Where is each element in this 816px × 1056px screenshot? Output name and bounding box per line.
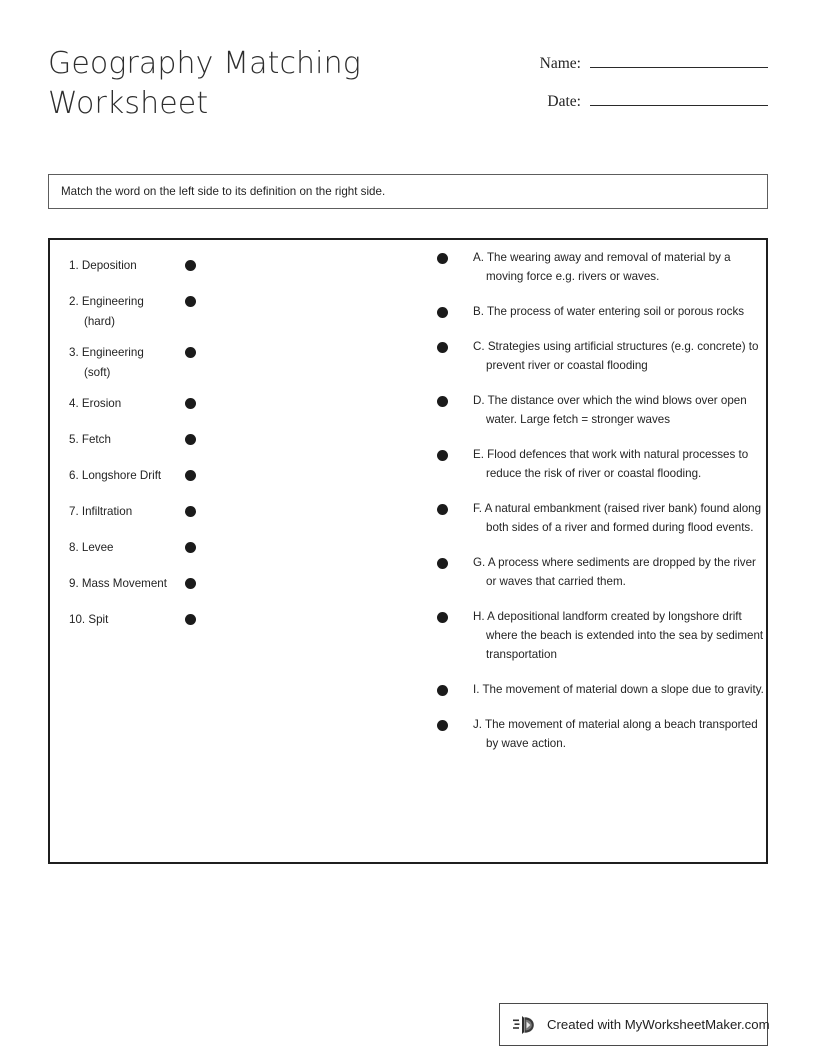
term-row [50, 538, 395, 562]
definition-bullet[interactable] [437, 685, 448, 696]
term-bullet[interactable] [185, 470, 196, 481]
term-label: 3. Engineering (soft) [69, 346, 144, 379]
name-date-fields [520, 52, 768, 128]
definition-row [387, 715, 768, 753]
definition-bullet[interactable] [437, 450, 448, 461]
definition-bullet[interactable] [437, 720, 448, 731]
term-row [50, 256, 395, 280]
definition-row [387, 302, 768, 321]
term-label: 2. Engineering (hard) [69, 295, 144, 328]
worksheet-header [48, 44, 768, 144]
term-label: 6. Longshore Drift [69, 469, 162, 482]
instruction-text: Match the word on the left side to its definition on the right side. [61, 184, 386, 198]
term-bullet[interactable] [185, 614, 196, 625]
definition-label: E. Flood defences that work with natural processes to reduce the risk of river or coastal flooding. [473, 448, 749, 480]
definition-bullet[interactable] [437, 342, 448, 353]
term-bullet[interactable] [185, 347, 196, 358]
definition-label: A. The wearing away and removal of material by a moving force e.g. rivers or waves. [473, 251, 731, 283]
definition-label: D. The distance over which the wind blows over open water. Large fetch = stronger waves [473, 394, 747, 426]
definition-row [387, 680, 768, 699]
term-bullet[interactable] [185, 578, 196, 589]
date-field-row [520, 90, 768, 128]
term-row [50, 574, 395, 598]
date-label: Date: [547, 93, 581, 110]
name-input-rule[interactable] [590, 52, 768, 68]
definition-bullet[interactable] [437, 307, 448, 318]
term-bullet[interactable] [185, 260, 196, 271]
term-bullet[interactable] [185, 542, 196, 553]
term-row [50, 430, 395, 454]
definition-label: F. A natural embankment (raised river bank) found along both sides of a river and formed during flood events. [473, 502, 762, 534]
instruction-box [48, 174, 768, 209]
term-row [50, 292, 395, 331]
definition-label: G. A process where sediments are dropped by the river or waves that carried them. [473, 556, 756, 588]
terms-column [50, 256, 395, 646]
term-row [50, 343, 395, 382]
created-with-text: Created with MyWorksheetMaker.com [547, 1017, 770, 1032]
definition-label: H. A depositional landform created by longshore drift where the beach is extended into the sea by sediment transportation [473, 610, 764, 661]
definition-row [387, 499, 768, 537]
definition-bullet[interactable] [437, 504, 448, 515]
term-row [50, 610, 395, 634]
term-label: 4. Erosion [69, 397, 122, 410]
definition-row [387, 337, 768, 375]
term-bullet[interactable] [185, 398, 196, 409]
term-bullet[interactable] [185, 296, 196, 307]
term-bullet[interactable] [185, 506, 196, 517]
flag-speed-logo-icon [513, 1013, 539, 1037]
definition-bullet[interactable] [437, 396, 448, 407]
created-with-badge[interactable] [499, 1003, 768, 1046]
definition-bullet[interactable] [437, 558, 448, 569]
term-label: 10. Spit [69, 613, 109, 626]
matching-columns [50, 240, 766, 862]
definition-row [387, 248, 768, 286]
definition-row [387, 607, 768, 664]
definition-row [387, 445, 768, 483]
matching-box [48, 238, 768, 864]
term-label: 7. Infiltration [69, 505, 133, 518]
definition-label: C. Strategies using artificial structures (e.g. concrete) to prevent river or coastal flooding [473, 340, 759, 372]
term-label: 9. Mass Movement [69, 577, 167, 590]
definition-label: I. The movement of material down a slope due to gravity. [473, 683, 764, 696]
name-label: Name: [539, 55, 581, 72]
definition-label: B. The process of water entering soil or porous rocks [473, 305, 745, 318]
page-title: Geography Matching Worksheet [48, 46, 361, 121]
term-row [50, 394, 395, 418]
definition-row [387, 553, 768, 591]
term-row [50, 466, 395, 490]
definition-bullet[interactable] [437, 612, 448, 623]
term-label: 5. Fetch [69, 433, 111, 446]
definitions-column [387, 248, 768, 769]
term-row [50, 502, 395, 526]
term-label: 8. Levee [69, 541, 114, 554]
name-field-row [520, 52, 768, 90]
definition-bullet[interactable] [437, 253, 448, 264]
term-label: 1. Deposition [69, 259, 137, 272]
definition-row [387, 391, 768, 429]
term-bullet[interactable] [185, 434, 196, 445]
date-input-rule[interactable] [590, 90, 768, 106]
definition-label: J. The movement of material along a beach transported by wave action. [473, 718, 758, 750]
